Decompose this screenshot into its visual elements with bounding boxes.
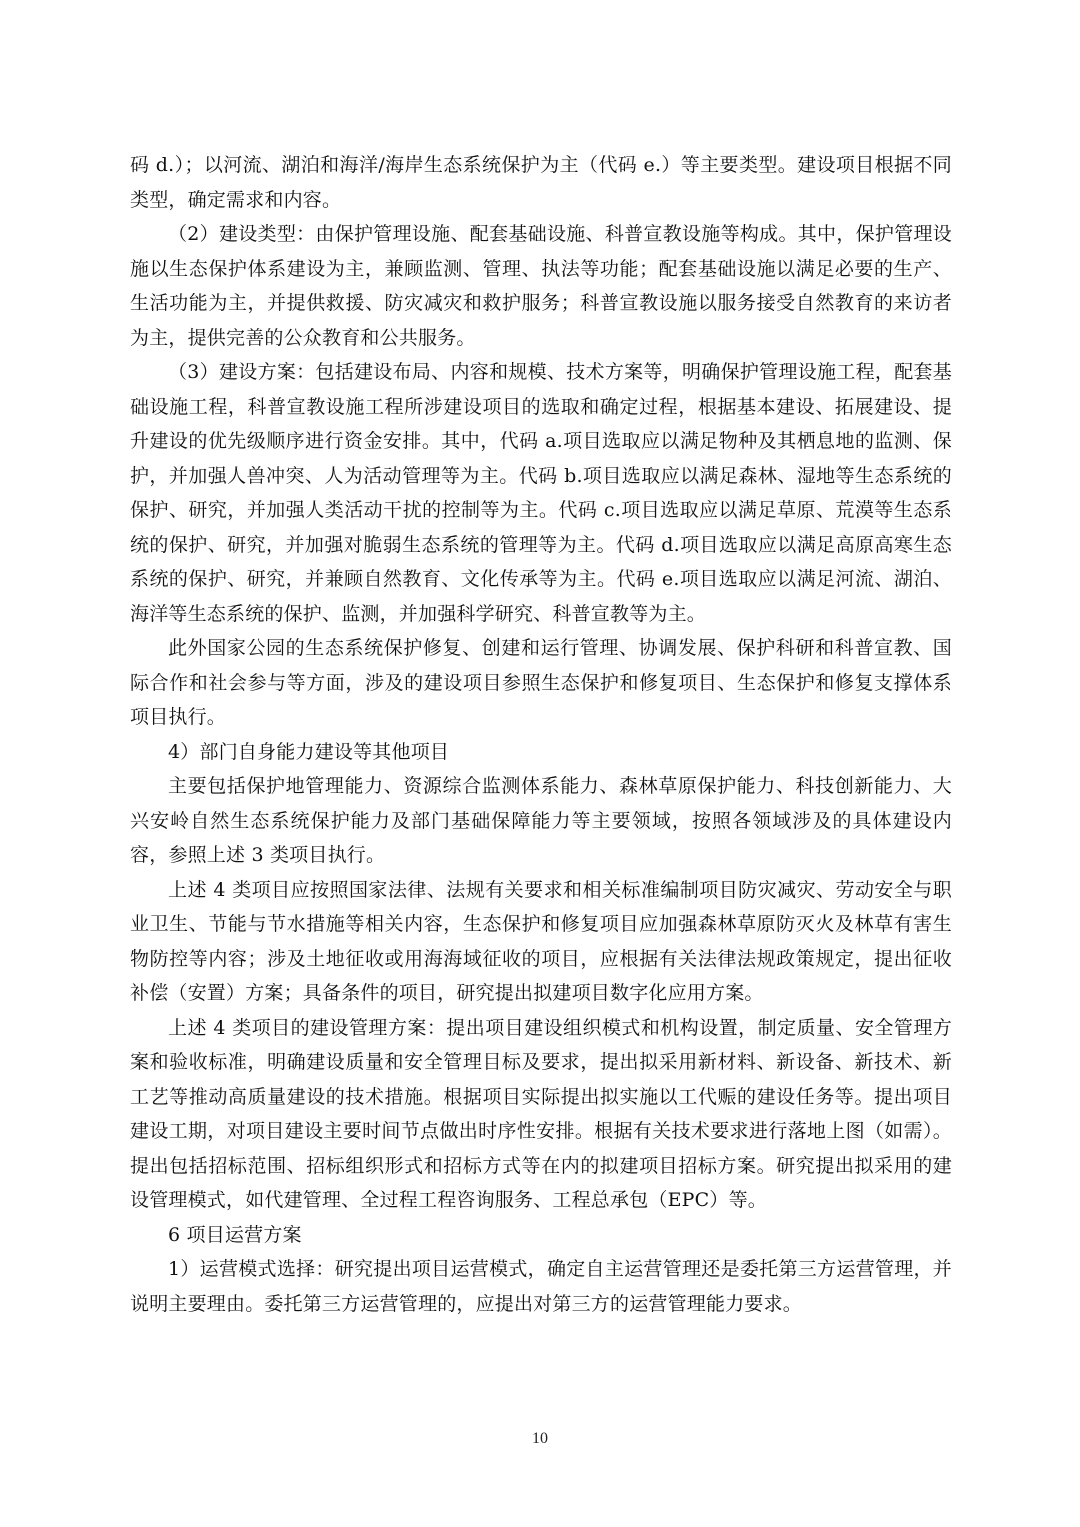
heading-operation-plan: 6 项目运营方案 (168, 1223, 302, 1246)
paragraph-construction-management: 上述 4 类项目的建设管理方案：提出项目建设组织模式和机构设置，制定质量、安全管理方案和验收标准，明确建设质量和安全管理目标及要求，提出拟采用新材料、新设备、新技术、新工艺等推动高质量建设的技术措施。根据项目实际提出拟实施以工代赈的建设任务等。提出项目建设工期，对项目建设主要时间节点做出时序性安排。根据有关技术要求进行落地上图（如需）。提出包括招标范围、招标组织形式和招标方式等在内的拟建项目招标方案。研究提出拟采用的建设管理模式，如代建管理、全过程工程咨询服务、工程总承包（EPC）等。 (130, 1016, 952, 1211)
paragraph-construction-type: （2）建设类型：由保护管理设施、配套基础设施、科普宣教设施等构成。其中，保护管理设施以生态保护体系建设为主，兼顾监测、管理、执法等功能；配套基础设施以满足必要的生产、生活功能为主，并提供救援、防灾减灾和救护服务；科普宣教设施以服务接受自然教育的来访者为主，提供完善的公众教育和公共服务。 (130, 223, 952, 349)
document-body (130, 148, 952, 1321)
paragraph-national-park: 此外国家公园的生态系统保护修复、创建和运行管理、协调发展、保护科研和科普宣教、国际合作和社会参与等方面，涉及的建设项目参照生态保护和修复项目、生态保护和修复支撑体系项目执行。 (130, 637, 952, 728)
paragraph-capacity-building: 主要包括保护地管理能力、资源综合监测体系能力、森林草原保护能力、科技创新能力、大兴安岭自然生态系统保护能力及部门基础保障能力等主要领域，按照各领域涉及的具体建设内容，参照上述 3 类项目执行。 (130, 775, 952, 866)
paragraph-construction-plan: （3）建设方案：包括建设布局、内容和规模、技术方案等，明确保护管理设施工程，配套基础设施工程，科普宣教设施工程所涉建设项目的选取和确定过程，根据基本建设、拓展建设、提升建设的优先级顺序进行资金安排。其中，代码 a.项目选取应以满足物种及其栖息地的监测、保护，并加强人兽冲突、人为活动管理等为主。代码 b.项目选取应以满足森林、湿地等生态系统的保护、研究，并加强人类活动干扰的控制等为主。代码 c.项目选取应以满足草原、荒漠等生态系统的保护、研究，并加强对脆弱生态系统的管理等为主。代码 d.项目选取应以满足高原高寒生态系统的保护、研究，并兼顾自然教育、文化传承等为主。代码 e.项目选取应以满足河流、湖泊、海洋等生态系统的保护、监测，并加强科学研究、科普宣教等为主。 (130, 361, 952, 625)
page-number: 10 (532, 1430, 548, 1447)
heading-capacity-building: 4）部门自身能力建设等其他项目 (168, 740, 450, 763)
paragraph-operation-mode: 1）运营模式选择：研究提出项目运营模式，确定自主运营管理还是委托第三方运营管理，并说明主要理由。委托第三方运营管理的，应提出对第三方的运营管理能力要求。 (130, 1258, 952, 1315)
paragraph-type-continuation: 码 d.）；以河流、湖泊和海洋/海岸生态系统保护为主（代码 e.）等主要类型。建设项目根据不同类型，确定需求和内容。 (130, 154, 952, 211)
paragraph-safety-requirements: 上述 4 类项目应按照国家法律、法规有关要求和相关标准编制项目防灾减灾、劳动安全与职业卫生、节能与节水措施等相关内容，生态保护和修复项目应加强森林草原防灭火及林草有害生物防控等内容；涉及土地征收或用海海域征收的项目，应根据有关法律法规政策规定，提出征收补偿（安置）方案；具备条件的项目，研究提出拟建项目数字化应用方案。 (130, 878, 952, 1004)
